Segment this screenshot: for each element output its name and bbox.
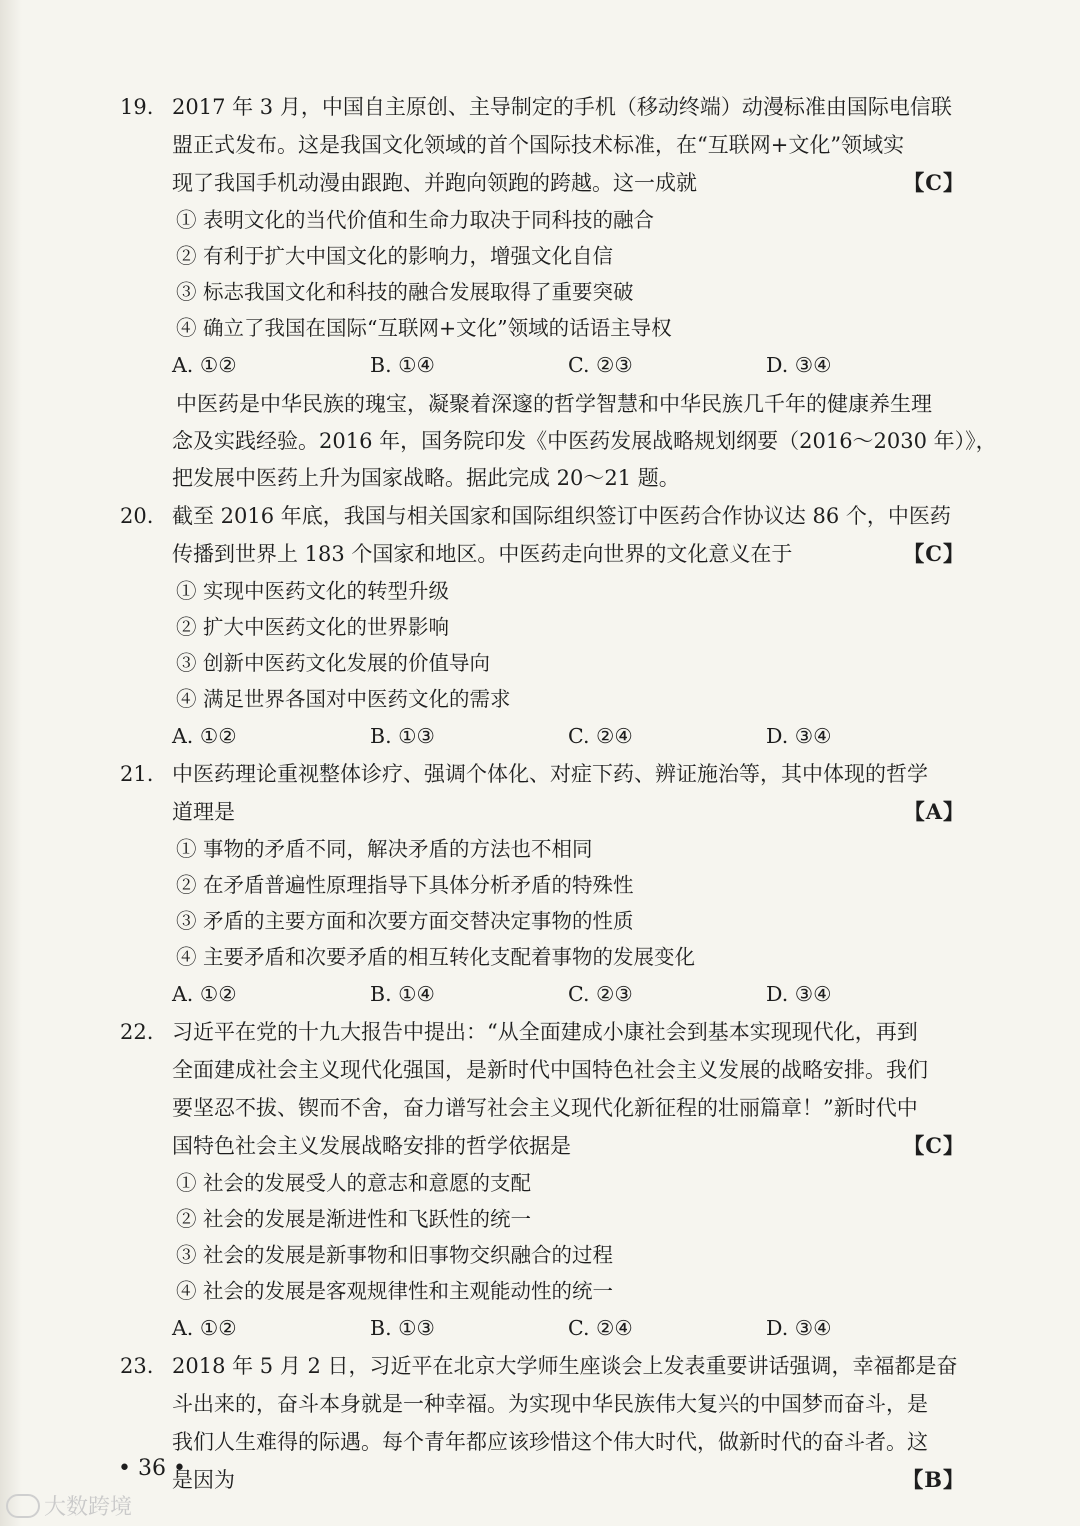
choice-a: A. ①② — [172, 353, 237, 377]
question-number: 21. — [120, 762, 154, 786]
question-number: 20. — [120, 504, 154, 528]
choice-d: D. ③④ — [766, 1316, 832, 1340]
answer-badge: 【C】 — [903, 541, 965, 566]
choice-c: C. ②③ — [568, 982, 633, 1006]
option-3: ③ 创新中医药文化发展的价值导向 — [176, 651, 491, 675]
option-4: ④ 主要矛盾和次要矛盾的相互转化支配着事物的发展变化 — [176, 945, 696, 969]
option-3: ③ 社会的发展是新事物和旧事物交织融合的过程 — [176, 1243, 614, 1267]
question-22 — [120, 1013, 965, 1347]
choice-a: A. ①② — [172, 724, 237, 748]
choice-d: D. ③④ — [766, 724, 832, 748]
option-3: ③ 矛盾的主要方面和次要方面交替决定事物的性质 — [176, 909, 634, 933]
question-text: 习近平在党的十九大报告中提出：“从全面建成小康社会到基本实现现代化，再到 — [172, 1020, 918, 1044]
answer-badge: 【A】 — [903, 799, 965, 824]
answer-choices — [120, 346, 965, 384]
question-text: 全面建成社会主义现代化强国，是新时代中国特色社会主义发展的战略安排。我们 — [172, 1058, 928, 1082]
page-number: • 36 • — [118, 1456, 186, 1481]
passage-line: 把发展中医药上升为国家战略。据此完成 20～21 题。 — [172, 466, 680, 490]
option-2: ② 有利于扩大中国文化的影响力，增强文化自信 — [176, 244, 614, 268]
question-text: 盟正式发布。这是我国文化领域的首个国际技术标准，在“互联网+文化”领域实 — [172, 133, 905, 157]
answer-badge: 【B】 — [902, 1467, 965, 1492]
option-2: ② 在矛盾普遍性原理指导下具体分析矛盾的特殊性 — [176, 873, 634, 897]
choice-c: C. ②④ — [568, 724, 633, 748]
answer-choices — [120, 1309, 965, 1347]
choice-b: B. ①④ — [370, 353, 435, 377]
answer-choices — [120, 717, 965, 755]
question-text: 要坚忍不拔、锲而不舍，奋力谱写社会主义现代化新征程的壮丽篇章！”新时代中 — [172, 1096, 918, 1120]
answer-badge: 【C】 — [903, 1133, 965, 1158]
question-21 — [120, 755, 965, 1013]
choice-d: D. ③④ — [766, 353, 832, 377]
question-text: 2018 年 5 月 2 日，习近平在北京大学师生座谈会上发表重要讲话强调，幸福都是奋 — [172, 1354, 958, 1378]
reading-passage — [120, 386, 997, 497]
watermark-logo-icon — [6, 1494, 40, 1518]
option-1: ① 事物的矛盾不同，解决矛盾的方法也不相同 — [176, 837, 593, 861]
choice-a: A. ①② — [172, 1316, 237, 1340]
question-19 — [120, 88, 965, 384]
option-4: ④ 确立了我国在国际“互联网+文化”领域的话语主导权 — [176, 316, 672, 340]
question-text: 现了我国手机动漫由跟跑、并跑向领跑的跨越。这一成就 — [172, 171, 697, 195]
choice-c: C. ②③ — [568, 353, 633, 377]
option-2: ② 社会的发展是渐进性和飞跃性的统一 — [176, 1207, 532, 1231]
option-1: ① 表明文化的当代价值和生命力取决于同科技的融合 — [176, 208, 655, 232]
question-number: 22. — [120, 1020, 154, 1044]
choice-d: D. ③④ — [766, 982, 832, 1006]
question-23 — [120, 1347, 965, 1499]
question-text: 2017 年 3 月，中国自主原创、主导制定的手机（移动终端）动漫标准由国际电信联 — [172, 95, 952, 119]
choice-a: A. ①② — [172, 982, 237, 1006]
questions — [120, 88, 997, 1499]
choice-b: B. ①③ — [370, 724, 435, 748]
page-edge — [0, 0, 22, 1526]
passage-line: 中医药是中华民族的瑰宝，凝聚着深邃的哲学智慧和中华民族几千年的健康养生理 — [176, 392, 932, 416]
question-20 — [120, 497, 965, 755]
question-text: 我们人生难得的际遇。每个青年都应该珍惜这个伟大时代，做新时代的奋斗者。这 — [172, 1430, 928, 1454]
option-1: ① 社会的发展受人的意志和意愿的支配 — [176, 1171, 532, 1195]
answer-badge: 【C】 — [903, 170, 965, 195]
watermark-text: 大数跨境 — [44, 1495, 133, 1520]
question-text: 是因为 — [172, 1468, 235, 1492]
choice-c: C. ②④ — [568, 1316, 633, 1340]
watermark — [6, 1490, 132, 1521]
answer-choices — [120, 975, 965, 1013]
question-text: 斗出来的，奋斗本身就是一种幸福。为实现中华民族伟大复兴的中国梦而奋斗，是 — [172, 1392, 928, 1416]
option-3: ③ 标志我国文化和科技的融合发展取得了重要突破 — [176, 280, 634, 304]
choice-b: B. ①④ — [370, 982, 435, 1006]
question-text: 道理是 — [172, 800, 235, 824]
question-text: 传播到世界上 183 个国家和地区。中医药走向世界的文化意义在于 — [172, 542, 793, 566]
choice-b: B. ①③ — [370, 1316, 435, 1340]
question-number: 19. — [120, 95, 154, 119]
question-number: 23. — [120, 1354, 154, 1378]
passage-line: 念及实践经验。2016 年，国务院印发《中医药发展战略规划纲要（2016～2030 年）》， — [172, 429, 997, 453]
option-2: ② 扩大中医药文化的世界影响 — [176, 615, 450, 639]
question-text: 中医药理论重视整体诊疗、强调个体化、对症下药、辨证施治等，其中体现的哲学 — [172, 762, 928, 786]
question-text: 截至 2016 年底，我国与相关国家和国际组织签订中医药合作协议达 86 个，中医药 — [172, 504, 951, 528]
question-text: 国特色社会主义发展战略安排的哲学依据是 — [172, 1134, 571, 1158]
option-1: ① 实现中医药文化的转型升级 — [176, 579, 450, 603]
option-4: ④ 社会的发展是客观规律性和主观能动性的统一 — [176, 1279, 614, 1303]
option-4: ④ 满足世界各国对中医药文化的需求 — [176, 687, 511, 711]
